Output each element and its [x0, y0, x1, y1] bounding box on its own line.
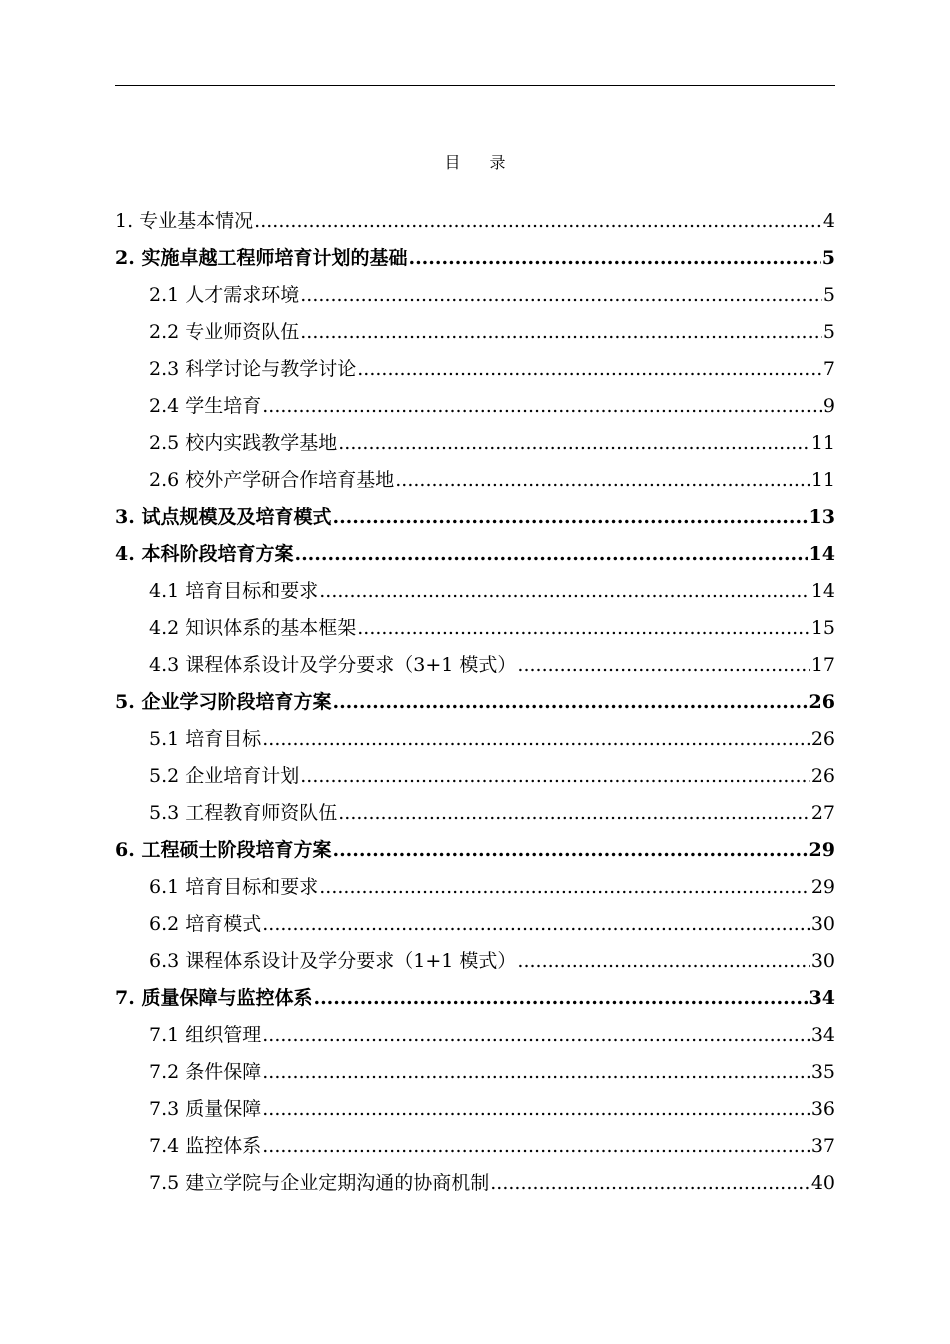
toc-entry-label: 2.2 专业师资队伍: [149, 321, 300, 343]
toc-entry-label: 4. 本科阶段培育方案: [115, 543, 294, 565]
toc-entry-label: 7. 质量保障与监控体系: [115, 987, 313, 1009]
toc-leader-dots: [300, 758, 810, 795]
toc-entry[interactable]: [115, 795, 835, 832]
toc-entry-label: 7.2 条件保障: [149, 1061, 262, 1083]
toc-entry[interactable]: [115, 1054, 835, 1091]
toc-entry-label: 7.1 组织管理: [149, 1024, 262, 1046]
toc-entry[interactable]: [115, 869, 835, 906]
toc-entry-page: 34: [810, 1024, 835, 1046]
toc-entry[interactable]: [115, 425, 835, 462]
toc-leader-dots: [490, 1165, 810, 1202]
toc-entry-label: 4.2 知识体系的基本框架: [149, 617, 357, 639]
toc-leader-dots: [294, 536, 807, 573]
toc-entry-label: 3. 试点规模及及培育模式: [115, 506, 332, 528]
toc-leader-dots: [517, 943, 809, 980]
toc-leader-dots: [262, 388, 822, 425]
toc-leader-dots: [338, 795, 810, 832]
toc-entry[interactable]: [115, 314, 835, 351]
toc-entry[interactable]: [115, 721, 835, 758]
toc-title: 目 录: [444, 153, 518, 172]
toc-entry-label: 7.3 质量保障: [149, 1098, 262, 1120]
toc-entry[interactable]: [115, 203, 835, 240]
toc-entry-label: 6. 工程硕士阶段培育方案: [115, 839, 332, 861]
toc-leader-dots: [313, 980, 807, 1017]
toc-entry-label: 6.3 课程体系设计及学分要求（1+1 模式）: [149, 950, 517, 972]
toc-leader-dots: [262, 1054, 810, 1091]
toc-entry-page: 40: [810, 1172, 835, 1194]
toc-leader-dots: [300, 277, 822, 314]
toc-entry-label: 5.3 工程教育师资队伍: [149, 802, 338, 824]
header-rule: [115, 85, 835, 86]
table-of-contents: [115, 203, 835, 1202]
toc-entry-page: 37: [810, 1135, 835, 1157]
toc-leader-dots: [262, 1091, 810, 1128]
toc-entry-label: 7.5 建立学院与企业定期沟通的协商机制: [149, 1172, 490, 1194]
toc-entry-label: 2.5 校内实践教学基地: [149, 432, 338, 454]
toc-entry[interactable]: [115, 462, 835, 499]
toc-entry-page: 5: [822, 321, 835, 343]
toc-leader-dots: [319, 869, 810, 906]
toc-leader-dots: [300, 314, 822, 351]
toc-entry[interactable]: [115, 499, 835, 536]
toc-entry[interactable]: [115, 980, 835, 1017]
toc-entry[interactable]: [115, 647, 835, 684]
toc-entry-page: 36: [810, 1098, 835, 1120]
toc-entry-label: 2.6 校外产学研合作培育基地: [149, 469, 395, 491]
toc-entry-page: 15: [810, 617, 835, 639]
toc-entry-label: 6.2 培育模式: [149, 913, 262, 935]
toc-entry[interactable]: [115, 240, 835, 277]
toc-leader-dots: [338, 425, 810, 462]
toc-leader-dots: [319, 573, 810, 610]
toc-entry-label: 6.1 培育目标和要求: [149, 876, 319, 898]
toc-leader-dots: [332, 684, 807, 721]
toc-entry-page: 29: [808, 839, 835, 861]
toc-entry-page: 26: [808, 691, 835, 713]
toc-entry-label: 2. 实施卓越工程师培育计划的基础: [115, 247, 408, 269]
toc-entry[interactable]: [115, 1017, 835, 1054]
toc-leader-dots: [332, 832, 807, 869]
toc-entry-page: 4: [822, 210, 835, 232]
toc-entry-page: 34: [808, 987, 835, 1009]
toc-entry-page: 11: [810, 432, 835, 454]
toc-entry[interactable]: [115, 277, 835, 314]
toc-entry[interactable]: [115, 1165, 835, 1202]
toc-entry-label: 5. 企业学习阶段培育方案: [115, 691, 332, 713]
toc-leader-dots: [357, 351, 822, 388]
toc-entry[interactable]: [115, 610, 835, 647]
toc-leader-dots: [517, 647, 809, 684]
toc-entry-label: 2.3 科学讨论与教学讨论: [149, 358, 357, 380]
toc-entry-label: 1. 专业基本情况: [115, 210, 254, 232]
toc-entry[interactable]: [115, 1091, 835, 1128]
toc-entry-label: 7.4 监控体系: [149, 1135, 262, 1157]
toc-entry-label: 5.1 培育目标: [149, 728, 262, 750]
toc-entry-page: 5: [822, 284, 835, 306]
toc-entry-page: 26: [810, 765, 835, 787]
toc-entry[interactable]: [115, 351, 835, 388]
toc-leader-dots: [332, 499, 807, 536]
toc-entry-label: 2.1 人才需求环境: [149, 284, 300, 306]
toc-entry-page: 27: [810, 802, 835, 824]
toc-entry[interactable]: [115, 388, 835, 425]
toc-entry-label: 5.2 企业培育计划: [149, 765, 300, 787]
toc-entry-page: 17: [810, 654, 835, 676]
toc-entry[interactable]: [115, 943, 835, 980]
toc-leader-dots: [357, 610, 810, 647]
toc-entry[interactable]: [115, 1128, 835, 1165]
toc-entry[interactable]: [115, 684, 835, 721]
toc-leader-dots: [262, 1128, 810, 1165]
toc-entry-label: 4.1 培育目标和要求: [149, 580, 319, 602]
toc-entry-page: 14: [808, 543, 835, 565]
toc-entry-page: 13: [808, 506, 835, 528]
toc-entry-page: 30: [810, 913, 835, 935]
toc-entry[interactable]: [115, 573, 835, 610]
toc-entry-page: 9: [822, 395, 835, 417]
toc-entry-page: 26: [810, 728, 835, 750]
toc-leader-dots: [262, 721, 810, 758]
toc-entry-page: 35: [810, 1061, 835, 1083]
toc-entry-page: 5: [821, 247, 835, 269]
toc-leader-dots: [262, 906, 810, 943]
toc-leader-dots: [395, 462, 810, 499]
toc-leader-dots: [254, 203, 822, 240]
toc-entry-page: 7: [822, 358, 835, 380]
toc-entry[interactable]: [115, 832, 835, 869]
toc-entry-page: 11: [810, 469, 835, 491]
toc-entry-page: 30: [810, 950, 835, 972]
toc-leader-dots: [262, 1017, 810, 1054]
toc-entry-label: 4.3 课程体系设计及学分要求（3+1 模式）: [149, 654, 517, 676]
toc-entry-page: 29: [810, 876, 835, 898]
toc-entry-page: 14: [810, 580, 835, 602]
toc-entry-label: 2.4 学生培育: [149, 395, 262, 417]
toc-entry[interactable]: [115, 536, 835, 573]
toc-entry[interactable]: [115, 758, 835, 795]
toc-entry[interactable]: [115, 906, 835, 943]
toc-leader-dots: [408, 240, 820, 277]
